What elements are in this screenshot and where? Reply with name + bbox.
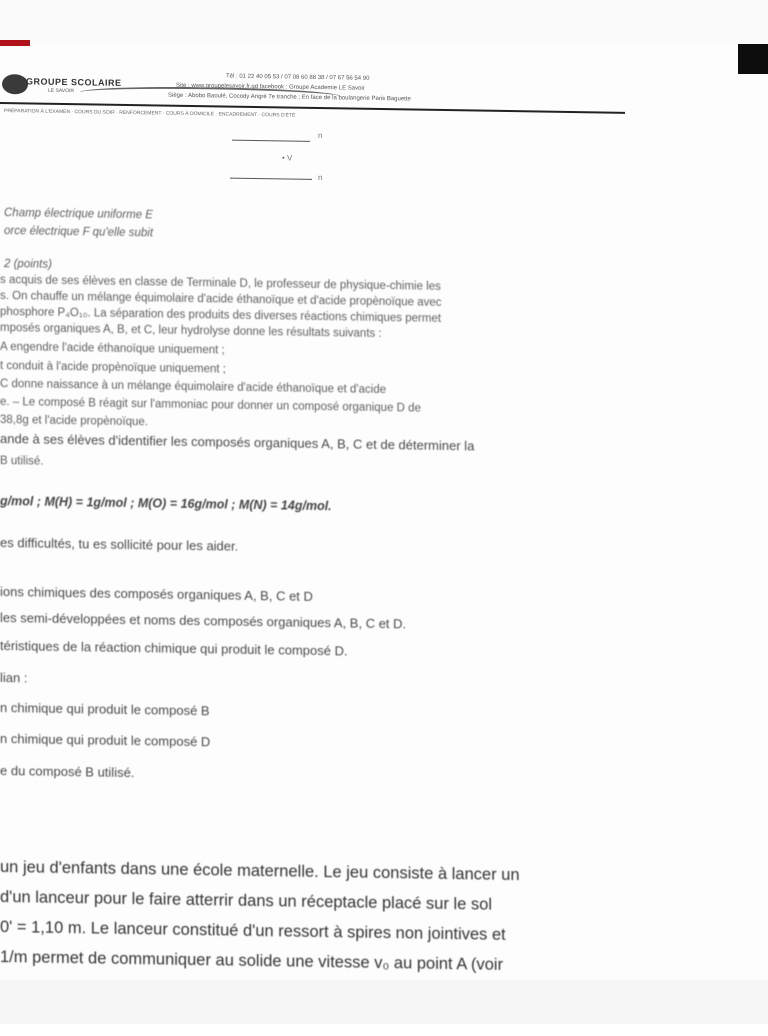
school-logo-icon	[2, 74, 28, 94]
exercise-text-line: un jeu d'enfants dans une école maternelle. Le jeu consiste à lancer un	[0, 858, 520, 885]
question-line: lian :	[0, 670, 28, 686]
text-line: phosphore P₄O₁₀. La séparation des produits des diverses réactions chimiques permet	[0, 306, 441, 325]
formula-middle: • V	[282, 153, 293, 163]
header-subline: PRÉPARATION À L'EXAMEN · COURS DU SOIR · RENFORCEMENT · COURS À DOMICILE · ENCADREMENT · COURS D'ÉTÉ	[4, 108, 296, 119]
logo-subtitle: LE SAVOIR	[48, 87, 75, 95]
question-line: e du composé B utilisé.	[0, 763, 135, 781]
formula-line-bottom	[230, 178, 312, 180]
exercise-text-line: d'un lanceur pour le faire atterrir dans un réceptacle placé sur le sol	[0, 888, 493, 914]
text-line: mposés organiques A, B, et C, leur hydrolyse donne les résultats suivants :	[0, 322, 382, 340]
text-line: 38,8g et l'acide propènoïque.	[0, 414, 148, 429]
text-line: e. – Le composé B réagit sur l'ammoniac pour donner un composé organique D de	[0, 396, 421, 415]
text-line: t conduit à l'acide propènoïque uniquement ;	[0, 360, 226, 376]
text-line: Champ électrique uniforme E	[4, 207, 153, 222]
question-line: ions chimiques des composés organiques A, B, C et D	[0, 584, 313, 604]
school-header	[0, 60, 600, 125]
question-line: les semi-développées et noms des composés organiques A, B, C et D.	[0, 610, 407, 632]
exercise-text-line: 1/m permet de communiquer au solide une vitesse v₀ au point A (voir	[0, 948, 504, 974]
text-line: B utilisé.	[0, 455, 44, 468]
question-line: téristiques de la réaction chimique qui produit le composé D.	[0, 638, 348, 659]
molar-masses: g/mol ; M(H) = 1g/mol ; M(O) = 16g/mol ; M(N) = 14g/mol.	[0, 494, 332, 514]
formula-bottom-suffix: n	[318, 172, 323, 183]
formula-line-top	[232, 140, 310, 142]
text-line: orce électrique F qu'elle subit	[4, 225, 154, 240]
question-line: n chimique qui produit le composé D	[0, 731, 211, 750]
contact-web: Site : www.groupelesavoir.fr.gd facebook : Groupe Academie LE Savoir	[176, 82, 365, 92]
text-line: C donne naissance à un mélange équimolaire d'acide éthanoïque et d'acide	[0, 378, 387, 397]
logo-text: GROUPE SCOLAIRE	[26, 76, 122, 88]
exercise-heading: 2 (points)	[4, 258, 52, 271]
question-line: n chimique qui produit le composé B	[0, 700, 210, 719]
text-line: s. On chauffe un mélange équimolaire d'acide éthanoïque et d'acide propènoïque avec	[0, 290, 442, 309]
text-line: A engendre l'acide éthanoïque uniquement ;	[0, 341, 225, 357]
exercise-text-line: 0' = 1,10 m. Le lanceur constitué d'un ressort à spires non jointives et	[0, 918, 506, 944]
text-line: s acquis de ses élèves en classe de Terminale D, le professeur de physique-chimie les	[0, 274, 441, 293]
formula-top-suffix: n	[318, 130, 323, 141]
text-line: es difficultés, tu es sollicité pour les aider.	[0, 535, 239, 554]
contact-address: Siège : Abobo Baoulé, Cocody Angré 7e tranche ; En face de la boulangerie Paris Baguette	[168, 92, 411, 103]
contact-phones: Tél : 01 22 40 05 53 / 07 08 60 88 38 / 07 67 56 54 90	[226, 73, 370, 82]
text-line: ande à ses élèves d'identifier les composés organiques A, B, C et de déterminer la	[0, 431, 475, 454]
